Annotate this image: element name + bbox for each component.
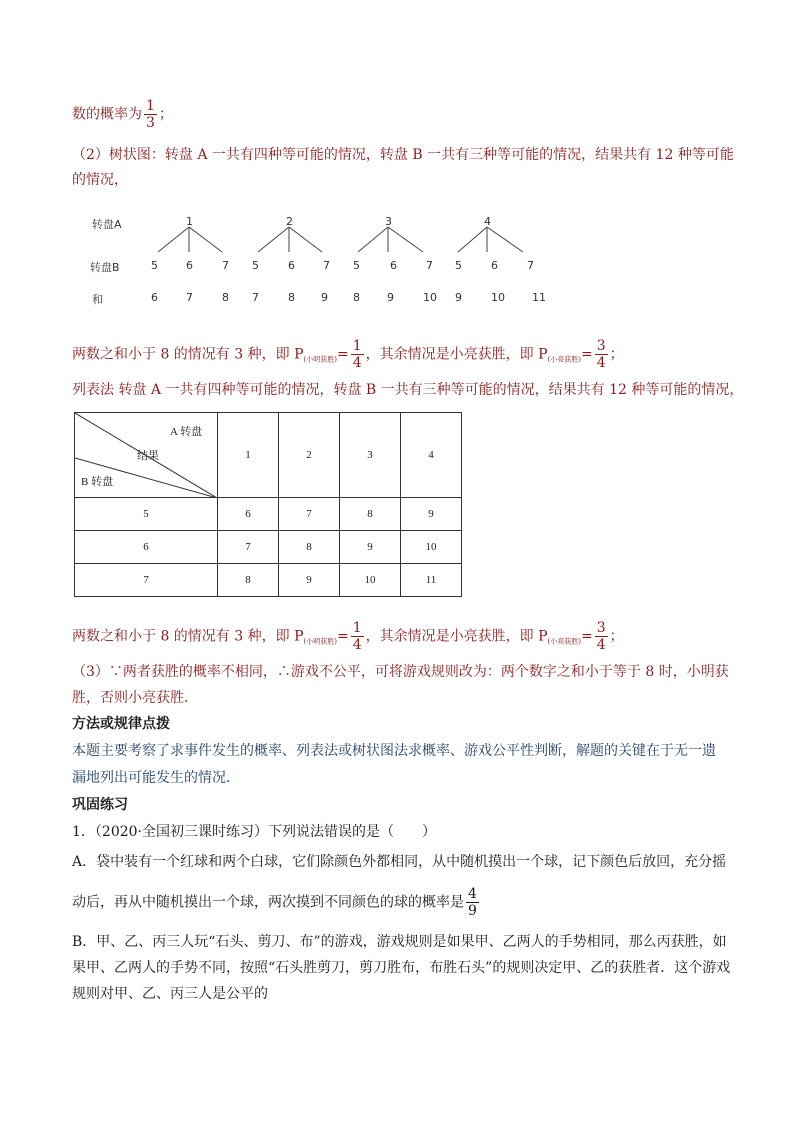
fraction-one-third — [144, 98, 157, 131]
table-cell: 8 — [340, 498, 401, 531]
option-a-line1: A．袋中装有一个红球和两个白球，它们除颜色外都相同，从中随机摸出一个球，记下颜色后放回，充分摇 — [72, 854, 727, 870]
result-pre: 两数之和小于 8 的情况有 3 种，即 P — [72, 346, 304, 363]
table-row-header: 7 — [75, 564, 218, 597]
header-a-wheel: A 转盘 — [170, 426, 203, 438]
frac-den: 4 — [596, 637, 606, 653]
diagonal-header-cell — [75, 413, 218, 498]
frac-num: 3 — [596, 338, 606, 354]
equals: = — [336, 628, 349, 645]
tree-intro-line1: （2）树状图：转盘 A 一共有四种等可能的情况，转盘 B 一共有三种等可能的情况，结果共有 12 种等可能 — [72, 147, 734, 163]
method-text-line1: 本题主要考察了求事件发生的概率、列表法或树状图法求概率、游戏公平性判断，解题的关键在于无一遗 — [72, 743, 716, 759]
method-text-line2: 漏地列出可能发生的情况． — [72, 770, 240, 786]
table-cell: 10 — [340, 564, 401, 597]
fraction-three-fourths — [595, 620, 608, 653]
tree-b-node: 5 — [151, 259, 158, 272]
table-cell: 11 — [401, 564, 462, 597]
question-1: 1．（2020·全国初三课时练习）下列说法错误的是（ ） — [72, 824, 436, 840]
table-row-header: 5 — [75, 498, 218, 531]
table-col-header: 1 — [218, 413, 279, 498]
table-cell: 9 — [279, 564, 340, 597]
tree-b-node: 7 — [527, 259, 534, 272]
option-a-line2 — [72, 886, 481, 919]
tree-sum: 8 — [222, 291, 229, 304]
result-line-tree — [72, 338, 624, 371]
frac-num: 1 — [146, 98, 155, 114]
tree-a-node: 1 — [186, 215, 193, 228]
tree-sum: 8 — [288, 291, 295, 304]
practice-title: 巩固练习 — [72, 797, 128, 813]
result-mid: ，其余情况是小亮获胜，即 P — [365, 346, 548, 363]
list-method-intro: 列表法 转盘 A 一共有四种等可能的情况，转盘 B 一共有三种等可能的情况，结果共有 12 种等可能的情况， — [72, 382, 744, 398]
frac-num: 1 — [352, 338, 362, 354]
table-row — [75, 531, 462, 564]
fraction-four-ninths — [466, 886, 479, 919]
tree-sum: 7 — [186, 291, 193, 304]
tree-b-node: 7 — [222, 259, 229, 272]
table-row-header: 6 — [75, 531, 218, 564]
tree-label-b: 转盘B — [90, 261, 120, 274]
table-cell: 9 — [340, 531, 401, 564]
option-b-line2: 果甲、乙两人的手势不同，按照“石头胜剪刀，剪刀胜布，布胜石头”的规则决定甲、乙的获胜者．这个游戏 — [72, 960, 731, 976]
tree-b-node: 7 — [323, 259, 330, 272]
option-b-line3: 规则对甲、乙、丙三人是公平的 — [72, 986, 268, 1002]
frac-den: 4 — [352, 637, 362, 653]
table-cell: 6 — [218, 498, 279, 531]
tree-sum: 10 — [423, 291, 437, 304]
subscript-xiaoliang: (小亮获胜) — [547, 355, 581, 364]
result-line-table — [72, 620, 624, 653]
tree-a-node: 2 — [286, 215, 293, 228]
tree-b-node: 6 — [186, 259, 193, 272]
table-cell: 8 — [218, 564, 279, 597]
p1-text: 数的概率为 — [72, 106, 142, 123]
table-cell: 7 — [279, 498, 340, 531]
tree-b-node: 6 — [390, 259, 397, 272]
tree-b-node: 5 — [252, 259, 259, 272]
tree-sum: 10 — [491, 291, 505, 304]
tree-label-sum: 和 — [92, 293, 103, 306]
result-mid: ，其余情况是小亮获胜，即 P — [365, 628, 548, 645]
tree-b-node: 5 — [353, 259, 360, 272]
tree-a-node: 4 — [484, 215, 491, 228]
option-b-line1: B．甲、乙、丙三人玩“石头、剪刀、布”的游戏，游戏规则是如果甲、乙两人的手势相同，那么丙获胜，如 — [72, 934, 727, 950]
probability-line — [72, 98, 173, 131]
equals: = — [580, 628, 593, 645]
table-row — [75, 564, 462, 597]
p1-end: ； — [158, 106, 173, 123]
tree-a-node: 3 — [385, 215, 392, 228]
header-b-wheel: B 转盘 — [81, 476, 114, 488]
tree-sum: 11 — [532, 291, 546, 304]
table-cell: 10 — [401, 531, 462, 564]
equals: = — [580, 346, 593, 363]
tree-intro-line2: 的情况， — [72, 172, 128, 188]
tree-b-node: 6 — [288, 259, 295, 272]
table-cell: 9 — [401, 498, 462, 531]
tree-sum: 6 — [151, 291, 158, 304]
result-pre: 两数之和小于 8 的情况有 3 种，即 P — [72, 628, 304, 645]
equals: = — [336, 346, 349, 363]
option-a-text: 动后，再从中随机摸出一个球，两次摸到不同颜色的球的概率是 — [72, 894, 464, 911]
tree-b-node: 6 — [491, 259, 498, 272]
table-col-header: 3 — [340, 413, 401, 498]
table-col-header: 4 — [401, 413, 462, 498]
table-cell: 8 — [279, 531, 340, 564]
subscript-xiaoliang: (小亮获胜) — [547, 637, 581, 646]
tree-sum: 8 — [353, 291, 360, 304]
frac-den: 4 — [352, 355, 362, 371]
subscript-xiaoming: (小明获胜) — [303, 637, 337, 646]
tree-sum: 7 — [252, 291, 259, 304]
tree-sum: 9 — [387, 291, 394, 304]
table-col-header: 2 — [279, 413, 340, 498]
table-cell: 7 — [218, 531, 279, 564]
subscript-xiaoming: (小明获胜) — [303, 355, 337, 364]
header-result: 结果 — [137, 450, 159, 462]
frac-den: 4 — [596, 355, 606, 371]
frac-num: 1 — [352, 620, 362, 636]
result-end: ； — [609, 346, 624, 363]
frac-den: 3 — [146, 115, 155, 131]
frac-num: 3 — [596, 620, 606, 636]
outcome-table — [74, 412, 462, 597]
fraction-one-fourth — [351, 620, 364, 653]
frac-den: 9 — [468, 903, 477, 919]
tree-b-node: 7 — [426, 259, 433, 272]
tree-sum: 9 — [455, 291, 462, 304]
part3-line1: （3）∵两者获胜的概率不相同，∴游戏不公平，可将游戏规则改为：两个数字之和小于等于 8 时，小明获 — [72, 664, 729, 680]
result-end: ； — [609, 628, 624, 645]
method-title: 方法或规律点拨 — [72, 716, 170, 732]
tree-sum: 9 — [321, 291, 328, 304]
frac-num: 4 — [468, 886, 477, 902]
tree-b-node: 5 — [455, 259, 462, 272]
fraction-three-fourths — [595, 338, 608, 371]
part3-line2: 胜，否则小亮获胜． — [72, 690, 198, 706]
tree-label-a: 转盘A — [92, 218, 122, 231]
fraction-one-fourth — [351, 338, 364, 371]
table-row — [75, 498, 462, 531]
